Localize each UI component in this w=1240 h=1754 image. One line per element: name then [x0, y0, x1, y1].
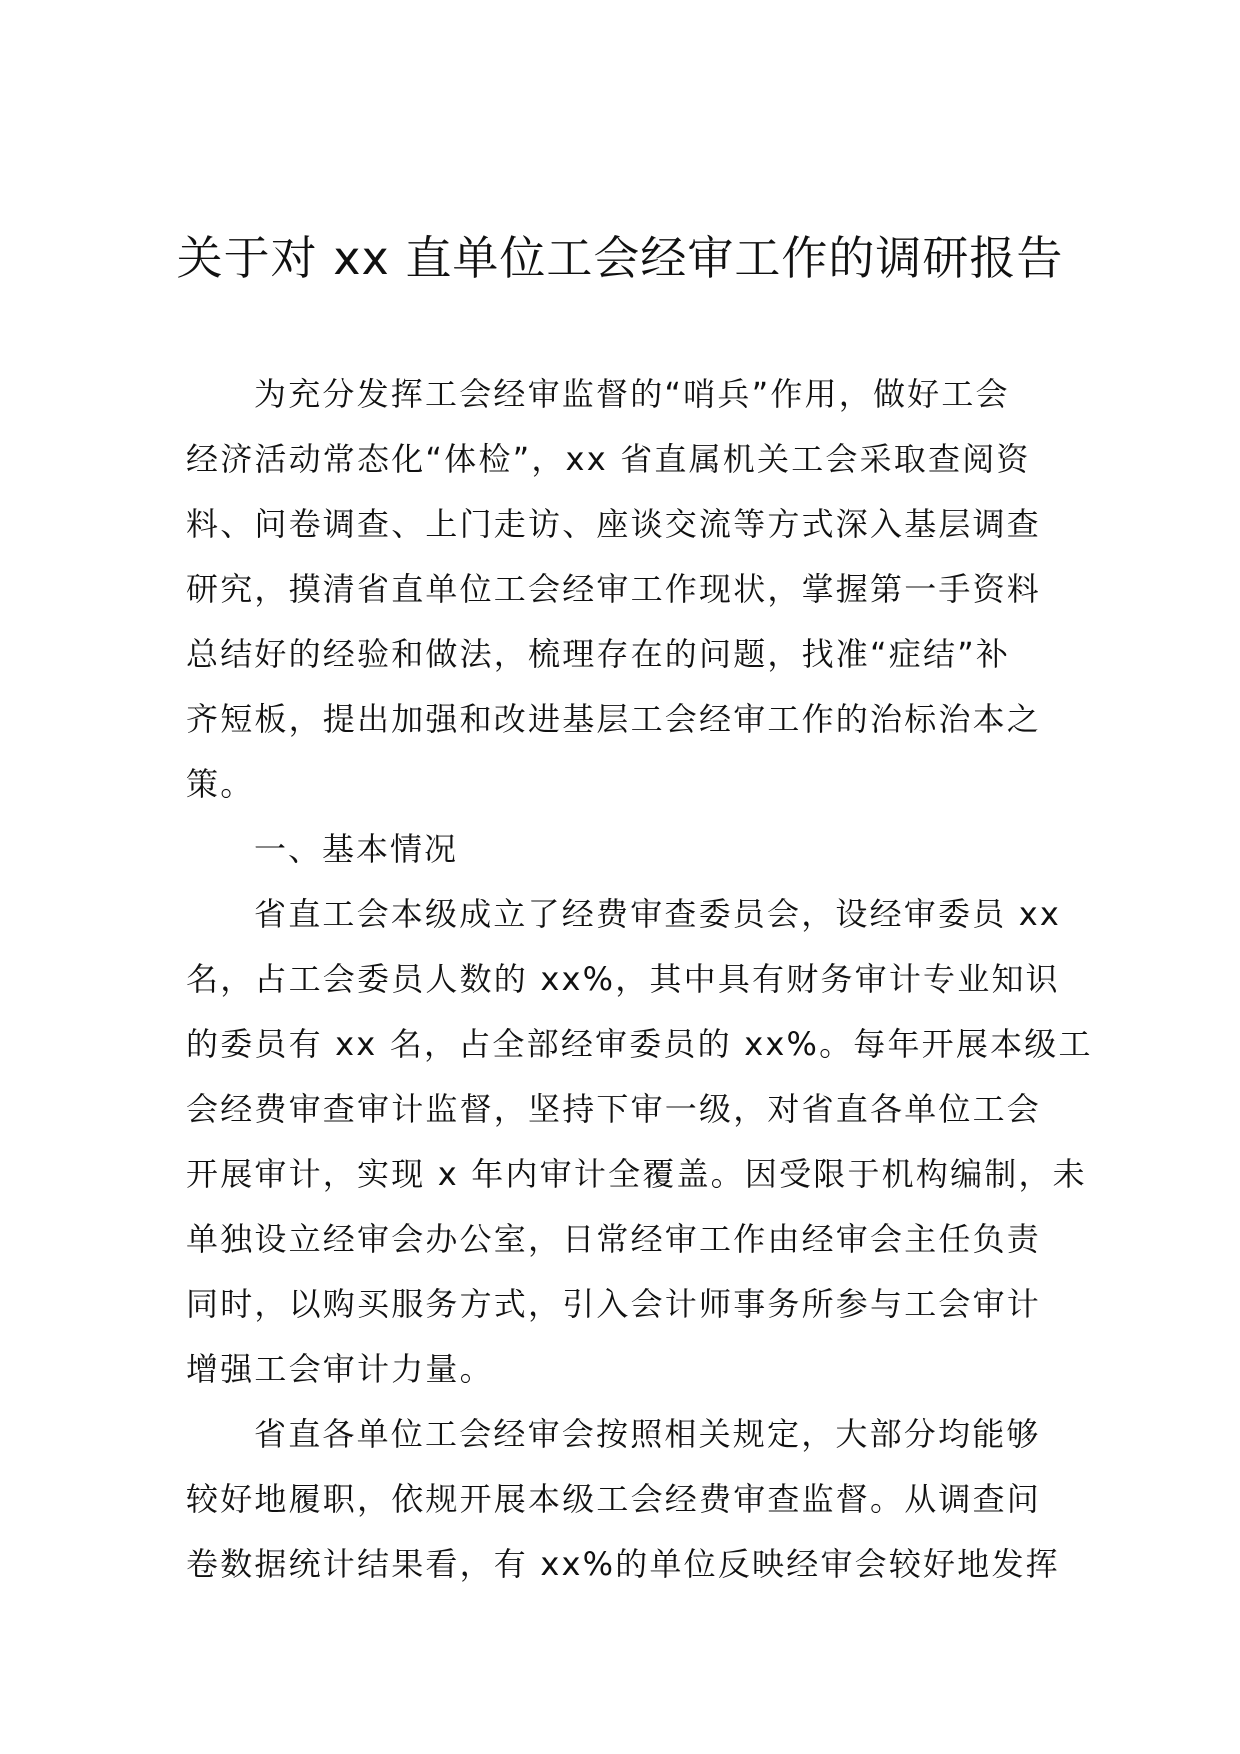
section-heading: 一、基本情况 [254, 830, 459, 868]
document-body [186, 362, 1093, 1597]
paragraph-line: 名，占工会委员人数的 xx%，其中具有财务审计专业知识 [186, 960, 1060, 998]
paragraph-line: 省直工会本级成立了经费审查委员会，设经审委员 xx [254, 895, 1062, 933]
paragraph-line: 为充分发挥工会经审监督的“哨兵”作用，做好工会 [254, 375, 1010, 413]
paragraph-line: 增强工会审计力量。 [186, 1350, 494, 1388]
paragraph-line: 开展审计，实现 x 年内审计全覆盖。因受限于机构编制，未 [186, 1155, 1087, 1193]
paragraph-line: 策。 [186, 765, 255, 803]
paragraph-line: 单独设立经审会办公室，日常经审工作由经审会主任负责 [186, 1220, 1042, 1258]
paragraph-line: 卷数据统计结果看，有 xx%的单位反映经审会较好地发挥 [186, 1545, 1060, 1583]
paragraph-line: 齐短板，提出加强和改进基层工会经审工作的治标治本之 [186, 700, 1042, 738]
paragraph-line: 经济活动常态化“体检”，xx 省直属机关工会采取查阅资 [186, 440, 1031, 478]
paragraph-line: 总结好的经验和做法，梳理存在的问题，找准“症结”补 [186, 635, 1011, 673]
paragraph-line: 的委员有 xx 名，占全部经审委员的 xx%。每年开展本级工 [186, 1025, 1093, 1063]
paragraph-line: 料、问卷调查、上门走访、座谈交流等方式深入基层调查 [186, 505, 1042, 543]
document-title: 关于对 xx 直单位工会经审工作的调研报告 [176, 231, 1064, 285]
paragraph-line: 会经费审查审计监督，坚持下审一级，对省直各单位工会 [186, 1090, 1042, 1128]
paragraph-line: 研究，摸清省直单位工会经审工作现状，掌握第一手资料 [186, 570, 1042, 608]
paragraph-line: 同时，以购买服务方式，引入会计师事务所参与工会审计 [186, 1285, 1042, 1323]
paragraph-line: 较好地履职，依规开展本级工会经费审查监督。从调查问 [186, 1480, 1042, 1518]
paragraph-line: 省直各单位工会经审会按照相关规定，大部分均能够 [254, 1415, 1041, 1453]
